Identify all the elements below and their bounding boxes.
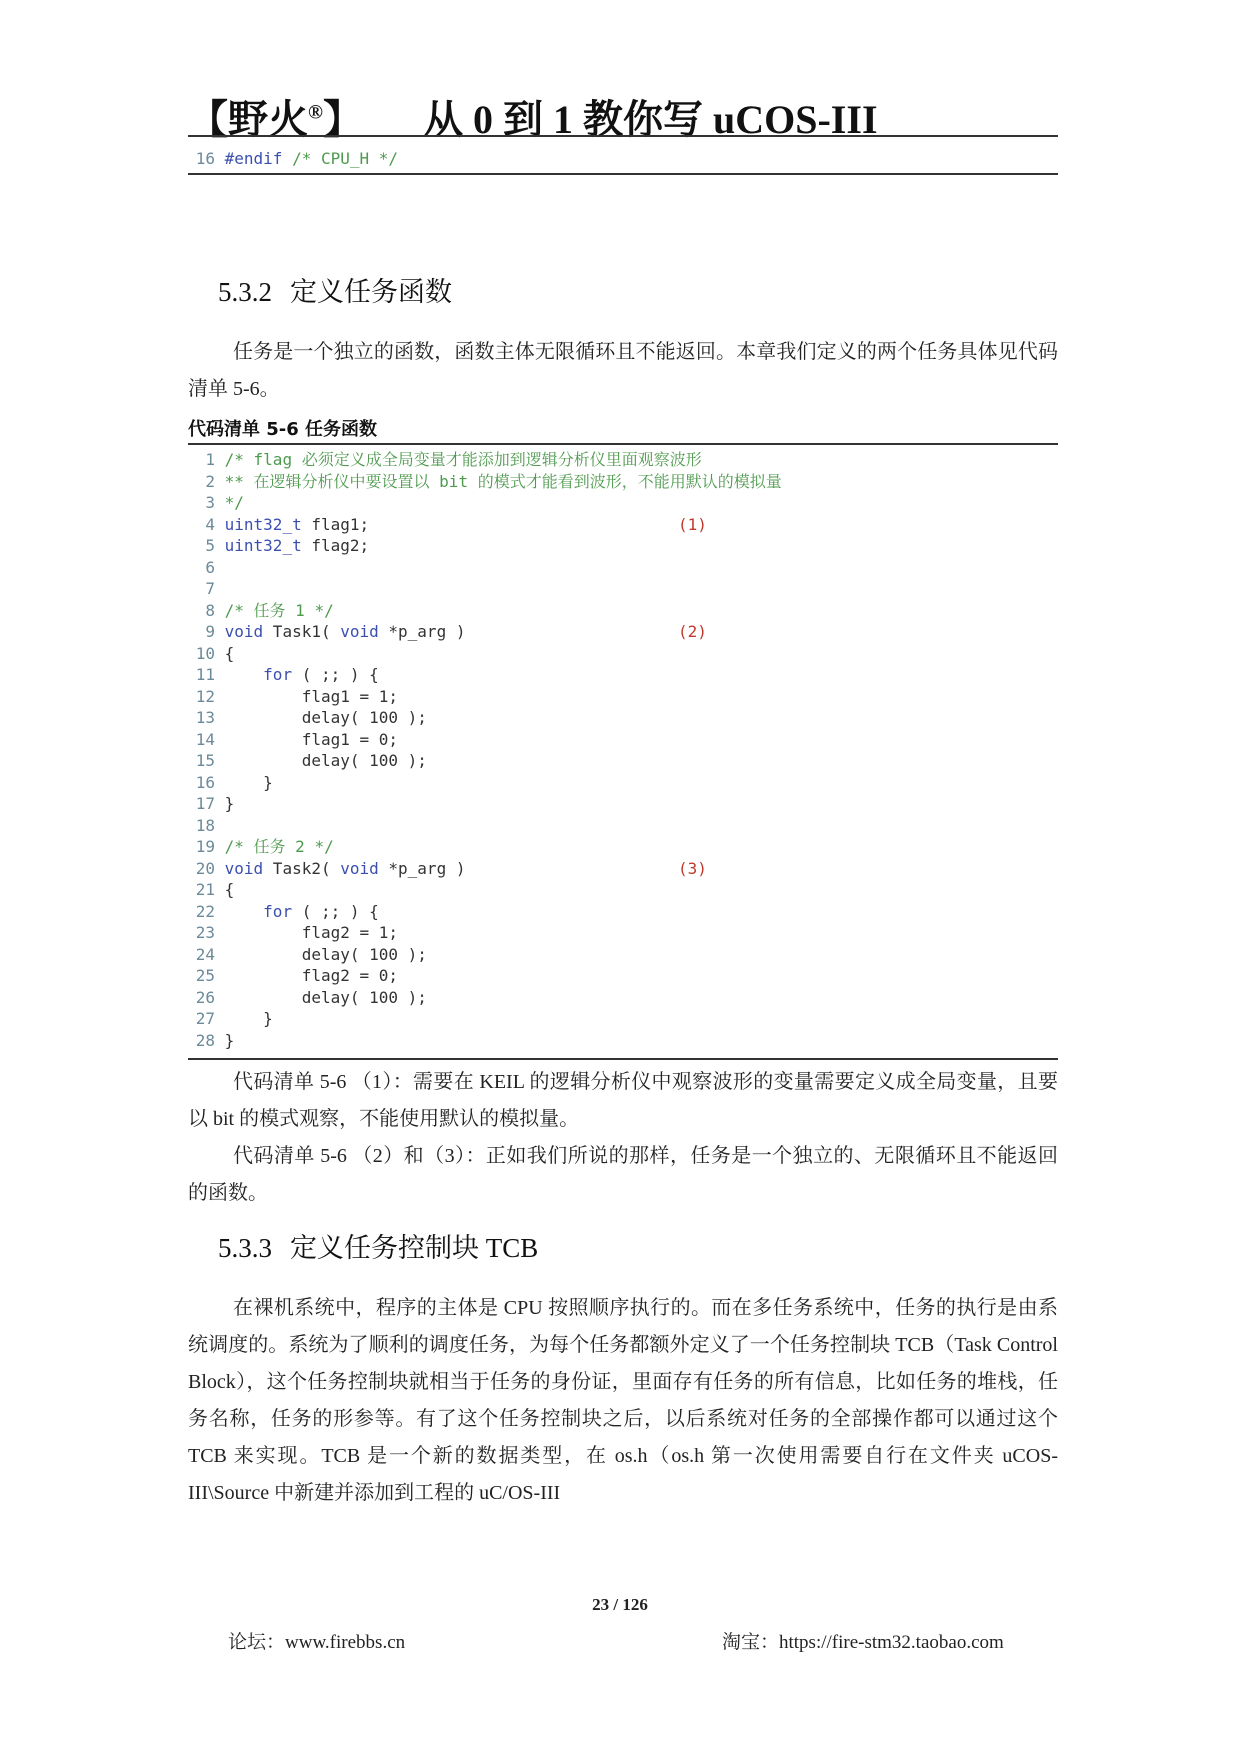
code-line: [188, 944, 427, 965]
code-comment: */: [224, 493, 244, 512]
code-text: {: [224, 643, 235, 663]
code-text: ( ;; ) {: [292, 901, 379, 921]
book-title: 从 0 到 1 教你写 uCOS-III: [423, 97, 878, 142]
forum-link[interactable]: 论坛：www.firebbs.cn: [228, 1632, 406, 1653]
shop-link[interactable]: 淘宝：https://fire-stm32.taobao.com: [722, 1632, 1004, 1653]
code-line: [188, 578, 225, 599]
section-heading-533: [218, 1226, 538, 1265]
line-number: 16: [195, 149, 215, 168]
code-line: [188, 707, 427, 728]
code-line: [188, 836, 334, 857]
code-text: *p_arg ): [378, 858, 466, 878]
line-number: 6: [205, 557, 215, 577]
code-line: [188, 664, 379, 685]
header-rule: [188, 135, 1058, 137]
code-comment: /* flag 必须定义成全局变量才能添加到逻辑分析仪里面观察波形: [224, 450, 702, 469]
section-number: 5.3.2: [218, 277, 272, 307]
line-number: 16: [195, 772, 215, 792]
code-line: [188, 514, 707, 535]
code-text: [225, 902, 264, 921]
code-text: }: [224, 794, 235, 813]
note-paragraph: 代码清单 5-6 （2）和（3）：正如我们所说的那样，任务是一个独立的、无限循环且不能返回的函数。: [188, 1145, 1058, 1204]
code-text: ( ;; ) {: [292, 665, 379, 684]
code-text: flag2;: [301, 536, 370, 555]
code-keyword: void: [340, 622, 379, 641]
line-number: 24: [195, 944, 215, 964]
code-keyword: void: [340, 858, 379, 878]
line-number: 15: [195, 751, 215, 770]
line-number: 11: [195, 665, 215, 684]
section-number: 5.3.3: [218, 1233, 272, 1263]
line-number: 20: [195, 858, 215, 878]
code-line: [188, 965, 398, 986]
code-keyword: for: [263, 901, 293, 921]
code-keyword: uint32_t: [224, 536, 302, 555]
section-532-paragraph: [188, 334, 1058, 408]
line-number: 13: [195, 708, 215, 727]
paragraph-text: 任务是一个独立的函数，函数主体无限循环且不能返回。本章我们定义的两个任务具体见代码清单 5-6。: [188, 341, 1058, 400]
code-comment: /* 任务 2 */: [224, 837, 334, 856]
line-number: 21: [195, 880, 215, 899]
code-text: delay( 100 );: [224, 944, 427, 964]
code-annotation-mark: (1): [678, 514, 707, 534]
code-line: [188, 686, 398, 707]
line-number: 14: [195, 729, 215, 749]
code-text: }: [224, 772, 273, 792]
code-text: {: [224, 880, 235, 899]
code-line: [188, 1008, 273, 1029]
line-number: 9: [205, 622, 215, 641]
code-line: [188, 1030, 234, 1051]
code-bottom-rule: [188, 173, 1058, 175]
line-number: 23: [195, 923, 215, 942]
section-title: 定义任务函数: [290, 277, 452, 308]
line-number: 3: [205, 493, 215, 512]
code-line: [188, 858, 707, 879]
brand-bracket: 】: [322, 97, 363, 142]
code-line: [188, 793, 234, 814]
code-line: [188, 922, 398, 943]
listing-notes: [188, 1064, 1058, 1212]
code-comment: /* CPU_H */: [292, 149, 399, 168]
code-text: delay( 100 );: [224, 751, 427, 770]
listing-caption: 代码清单 5-6 任务函数: [188, 419, 378, 440]
code-text: flag2 = 1;: [224, 923, 399, 942]
line-number: 27: [195, 1009, 215, 1028]
note-paragraph: 代码清单 5-6 （1）：需要在 KEIL 的逻辑分析仪中观察波形的变量需要定义成全局变量，且要以 bit 的模式观察，不能使用默认的模拟量。: [188, 1071, 1058, 1130]
code-line: [188, 750, 427, 771]
code-annotation-mark: (2): [678, 622, 707, 641]
code-comment: ** 在逻辑分析仪中要设置以 bit 的模式才能看到波形，不能用默认的模拟量: [224, 471, 782, 491]
code-keyword: uint32_t: [224, 514, 302, 534]
code-text: Task2(: [263, 858, 341, 878]
line-number: 5: [205, 536, 215, 555]
code-text: *p_arg ): [378, 622, 466, 641]
code-comment: /* 任务 1 */: [224, 600, 334, 620]
code-text: delay( 100 );: [224, 708, 427, 727]
line-number: 8: [205, 600, 215, 620]
line-number: 4: [205, 514, 215, 534]
code-text: flag1 = 0;: [224, 729, 399, 749]
code-line: [188, 535, 369, 556]
line-number: 26: [195, 987, 215, 1007]
code-text: delay( 100 );: [224, 987, 427, 1007]
code-line: [188, 815, 225, 836]
code-text: flag1;: [301, 514, 370, 534]
code-line: [188, 492, 244, 513]
line-number: 18: [195, 815, 215, 835]
code-keyword: void: [224, 858, 264, 878]
code-text: Task1(: [263, 622, 341, 641]
code-line: [188, 449, 702, 470]
code-text: }: [224, 1009, 273, 1028]
page-number: 23 / 126: [592, 1595, 648, 1614]
code-line: [188, 643, 234, 664]
line-number: 12: [195, 686, 215, 706]
code-text: flag1 = 1;: [224, 686, 399, 706]
code-line: [188, 621, 707, 642]
code-line: [188, 772, 273, 793]
brand-text: 【野火: [188, 97, 308, 142]
line-number: 25: [195, 966, 215, 985]
line-number: 1: [205, 450, 215, 469]
listing-bottom-rule: [188, 1058, 1058, 1060]
code-line: [188, 471, 782, 492]
section-title-latin: TCB: [479, 1233, 539, 1263]
code-listing: [188, 445, 1058, 1057]
code-keyword: void: [224, 622, 264, 641]
paragraph-text: 在裸机系统中，程序的主体是 CPU 按照顺序执行的。而在多任务系统中，任务的执行是由系统调度的。系统为了顺利的调度任务，为每个任务都额外定义了一个任务控制块 TCB（Task Control Block），这个任务控制块就相当于任务的身份证，里面存有任务的所有信息，比如任务的堆栈，任务名称，任务的形参等。有了这个任务控制块之后，以后系统对任务的全部操作都可以通过这个 TCB 来实现。TCB 是一个新的数据类型，在 os.h（os.h 第一次使用需要自行在文件夹 uCOS-III\Source 中新建并添加到工程的 uC/OS-III: [188, 1297, 1058, 1504]
code-directive: #endif: [224, 149, 283, 168]
previous-code-line: [188, 148, 398, 169]
line-number: 2: [205, 471, 215, 491]
line-number: 10: [195, 643, 215, 663]
line-number: 17: [195, 794, 215, 813]
line-number: 22: [195, 901, 215, 921]
code-line: [188, 600, 334, 621]
code-line: [188, 987, 427, 1008]
section-title: 定义任务控制块: [290, 1233, 479, 1264]
code-line: [188, 729, 398, 750]
code-text: [225, 665, 264, 684]
code-text: flag2 = 0;: [224, 966, 399, 985]
line-number: 28: [195, 1030, 215, 1050]
line-number: 19: [195, 837, 215, 856]
code-text: }: [224, 1030, 235, 1050]
registered-mark: ®: [308, 101, 323, 124]
section-533-paragraph: [188, 1290, 1058, 1512]
code-annotation-mark: (3): [678, 858, 707, 878]
section-heading-532: [218, 270, 452, 309]
code-line: [188, 879, 234, 900]
code-line: [188, 901, 379, 922]
code-keyword: for: [263, 665, 293, 684]
page-header: [188, 88, 1058, 142]
line-number: 7: [205, 579, 215, 598]
code-line: [188, 557, 225, 578]
